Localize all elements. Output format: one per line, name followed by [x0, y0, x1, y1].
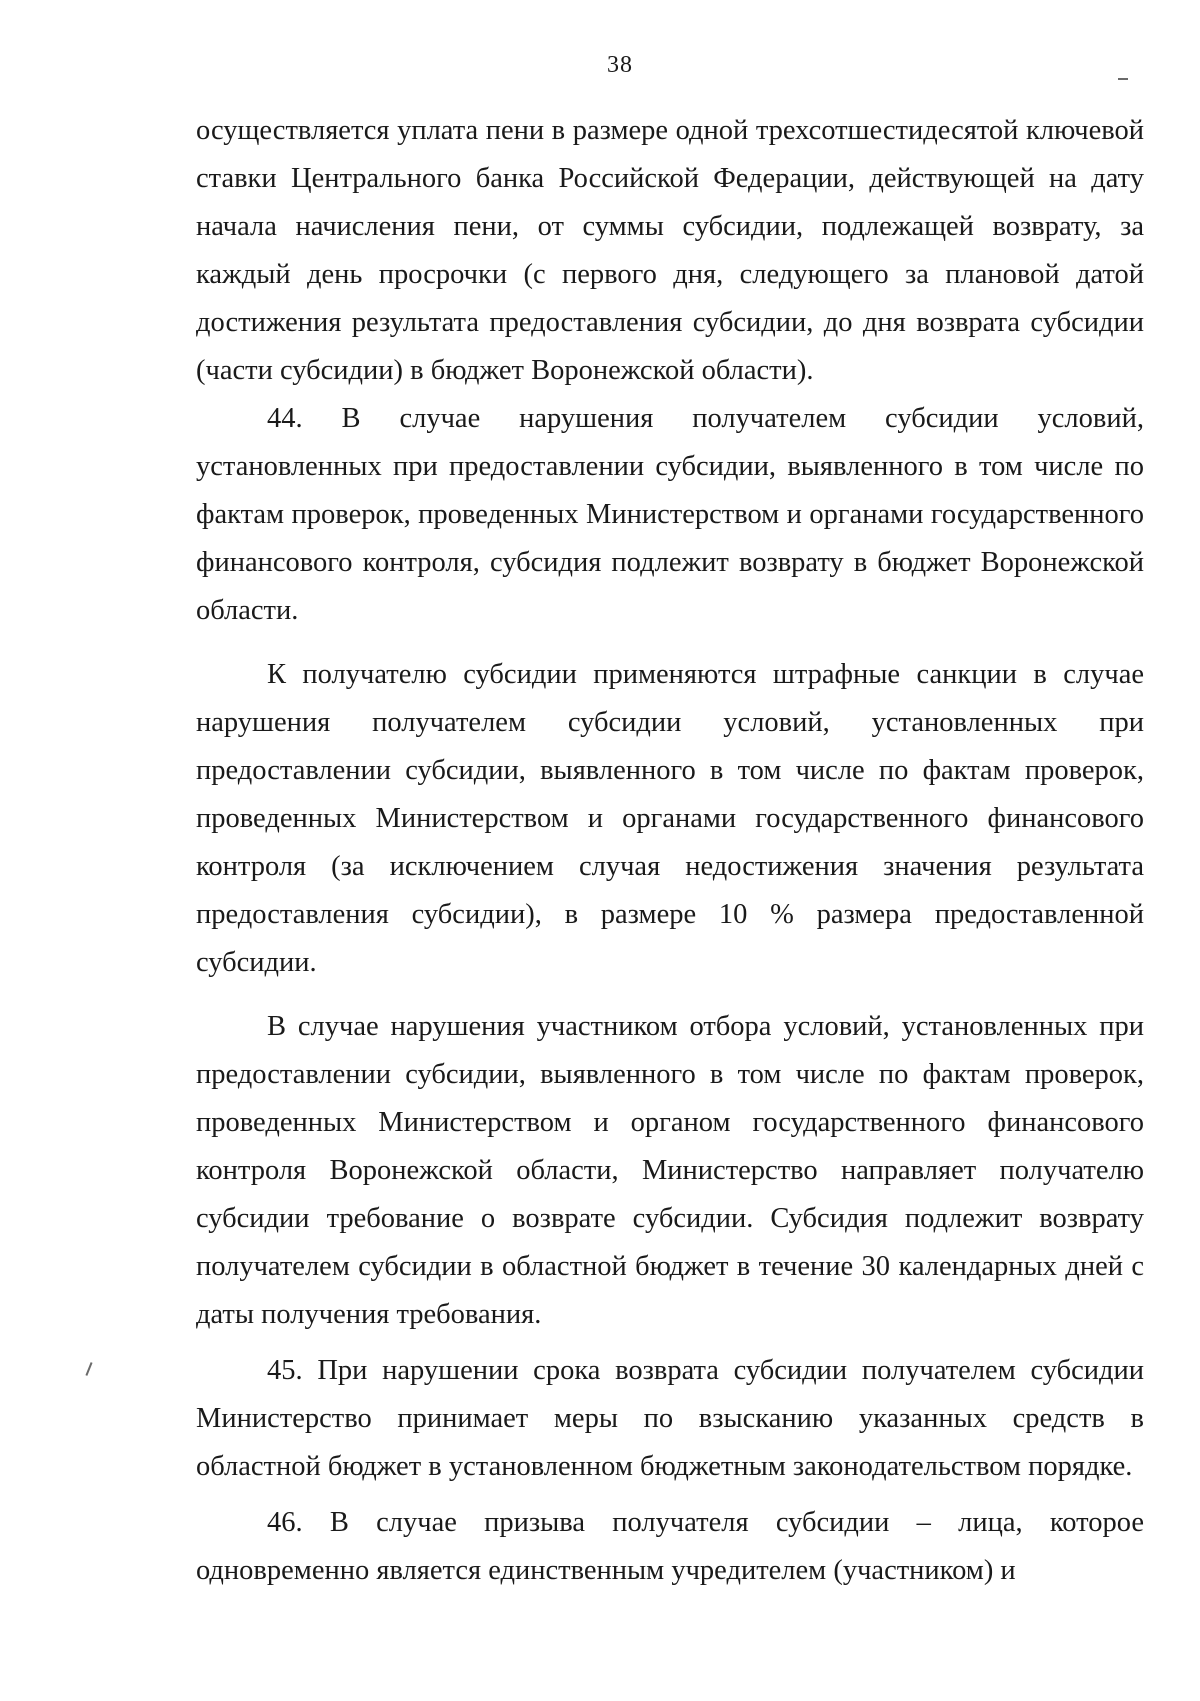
paragraph-45: 45. При нарушении срока возврата субсидии получателем субсидии Министерство принимает меры по взысканию указанных средств в областной бюджет в установленном бюджетным законодательством порядке.: [196, 1355, 1144, 1482]
scan-artifact-mark: [1118, 78, 1128, 80]
page-number: 38: [607, 52, 633, 78]
paragraph-penalty: К получателю субсидии применяются штрафные санкции в случае нарушения получателем субсидии условий, установленных при предоставлении субсидии, выявленного в том числе по фактам проверок, проведенных Министерством и органами государственного финансового контроля (за исключением случая недостижения значения результата предоставления субсидии), в размере 10 % размера предоставленной субсидии.: [196, 659, 1144, 978]
paragraph-continuation: осуществляется уплата пени в размере одной трехсотшестидесятой ключевой ставки Центрального банка Российской Федерации, действующей на дату начала начисления пени, от суммы субсидии, подлежащей возврату, за каждый день просрочки (с первого дня, следующего за плановой датой достижения результата предоставления субсидии, до дня возврата субсидии (части субсидии) в бюджет Воронежской области).: [196, 115, 1144, 386]
paragraph-violation: В случае нарушения участником отбора условий, установленных при предоставлении субсидии, выявленного в том числе по фактам проверок, проведенных Министерством и органом государственного финансового контроля Воронежской области, Министерство направляет получателю субсидии требование о возврате субсидии. Субсидия подлежит возврату получателем субсидии в областной бюджет в течение 30 календарных дней с даты получения требования.: [196, 1011, 1144, 1330]
document-body: [196, 107, 1144, 1595]
scan-artifact-slash: [85, 1362, 92, 1376]
paragraph-44: 44. В случае нарушения получателем субсидии условий, установленных при предоставлении субсидии, выявленного в том числе по фактам проверок, проведенных Министерством и органами государственного финансового контроля, субсидия подлежит возврату в бюджет Воронежской области.: [196, 403, 1144, 626]
paragraph-46: 46. В случае призыва получателя субсидии – лица, которое одновременно является единственным учредителем (участником) и: [196, 1507, 1144, 1586]
